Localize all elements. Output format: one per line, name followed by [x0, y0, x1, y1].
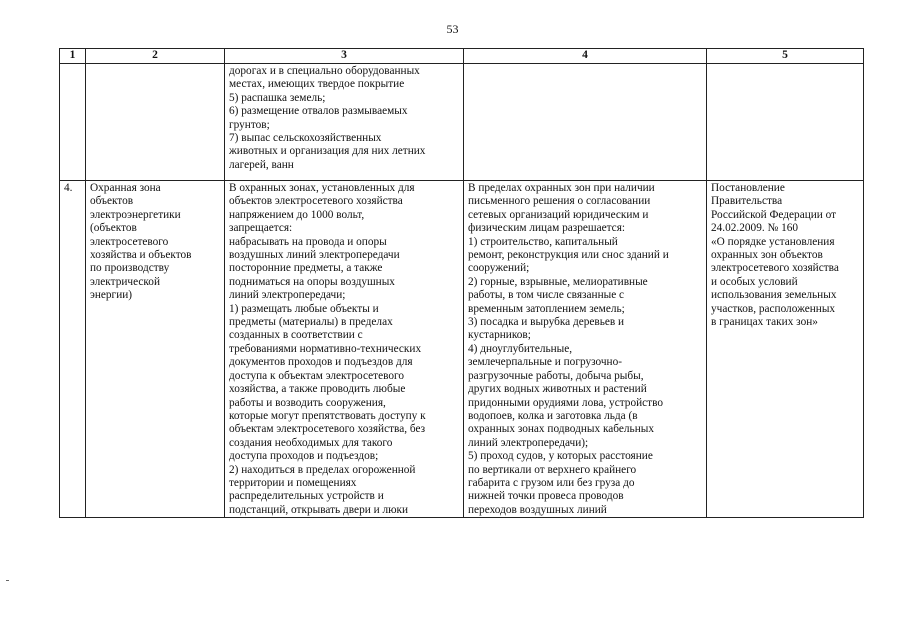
text-line: животных и организация для них летних: [229, 145, 426, 158]
text-line: воздушных линий электропередачи: [229, 249, 400, 262]
text-line: документов проходов и подъездов для: [229, 356, 413, 369]
text-line: Охранная зона: [90, 182, 161, 194]
table-header-row: [60, 49, 864, 64]
regulation-table: [59, 48, 864, 518]
text-line: создания необходимых для такого: [229, 436, 393, 449]
text-line: 24.02.2009. № 160: [711, 222, 799, 235]
text-line: набрасывать на провода и опоры: [229, 235, 387, 248]
text-line: работы и возводить сооружения,: [229, 396, 386, 409]
text-line: подниматься на опоры воздушных: [229, 275, 395, 288]
header-cell-1: 1: [60, 49, 86, 64]
header-cell-4: 4: [464, 49, 707, 64]
cell-legal-basis: [707, 181, 864, 518]
text-line: участков, расположенных: [711, 302, 836, 315]
text-line: разгрузочные работы, добыча рыбы,: [468, 369, 644, 382]
text-line: землечерпальные и погрузочно-: [468, 356, 622, 369]
text-line: объектам электросетевого хозяйства, без: [229, 423, 426, 436]
cell-col5-empty: [707, 64, 864, 181]
text-line: грунтов;: [229, 118, 270, 131]
text-line: Правительства: [711, 195, 783, 208]
page-number: 53: [446, 22, 459, 36]
text-line: использования земельных: [711, 289, 837, 302]
text-line: 1) размещать любые объекты и: [229, 302, 379, 315]
text-line: посторонние предметы, а также: [229, 262, 383, 275]
cell-prohibitions-continued: [225, 64, 464, 181]
text-line: электросетевого хозяйства: [711, 262, 839, 275]
text-line: 6) размещение отвалов размываемых: [229, 105, 408, 118]
header-cell-2: 2: [86, 49, 225, 64]
text-line: хозяйства, а также проводить любые: [229, 383, 406, 396]
text-line: энергии): [90, 289, 133, 302]
text-line: 4) дноуглубительные,: [468, 342, 573, 355]
cell-permissions: [464, 181, 707, 518]
scan-mark: [6, 580, 9, 581]
text-line: 5) проход судов, у которых расстояние: [468, 450, 653, 463]
text-line: 5) распашка земель;: [229, 91, 326, 104]
text-line: предметы (материалы) в пределах: [229, 316, 393, 329]
text-line: территории и помещениях: [229, 476, 357, 489]
text-line: доступа проходов и подъездов;: [229, 450, 379, 463]
text-line: требованиями нормативно-технических: [229, 342, 422, 355]
text-line: 2) горные, взрывные, мелиоративные: [468, 275, 648, 288]
text-line: ремонт, реконструкция или снос зданий и: [468, 249, 669, 262]
text-line: линий электропередачи);: [468, 436, 589, 449]
header-cell-3: 3: [225, 49, 464, 64]
text-line: и особых условий: [711, 275, 798, 288]
text-line: линий электропередачи;: [229, 289, 346, 302]
text-line: лагерей, ванн: [229, 158, 294, 171]
text-line: кустарников;: [468, 329, 531, 342]
text-line: придонными орудиями лова, устройство: [468, 396, 663, 409]
text-line: по вертикали от верхнего крайнего: [468, 463, 637, 476]
cell-col4-empty: [464, 64, 707, 181]
text-line: переходов воздушных линий: [468, 503, 607, 516]
header-cell-5: 5: [707, 49, 864, 64]
text-line: по производству: [90, 262, 170, 275]
text-line: объектов электросетевого хозяйства: [229, 195, 403, 208]
text-line: в границах таких зон»: [711, 316, 818, 329]
text-line: подстанций, открывать двери и люки: [229, 503, 409, 516]
cell-col2-empty: [86, 64, 225, 181]
row-number: 4.: [60, 181, 86, 518]
text-line: хозяйства и объектов: [90, 249, 192, 262]
text-line: нижней точки провеса проводов: [468, 490, 624, 503]
text-line: распределительных устройств и: [229, 490, 384, 503]
text-line: местах, имеющих твердое покрытие: [229, 78, 405, 91]
text-line: сооружений;: [468, 262, 530, 275]
text-line: габарита с грузом или без груза до: [468, 476, 635, 489]
text-line: охранных зонах подводных кабельных: [468, 423, 654, 436]
text-line: письменного решения о согласовании: [468, 195, 651, 208]
text-line: 2) находиться в пределах огороженной: [229, 463, 416, 476]
cell-num-empty: [60, 64, 86, 181]
cell-prohibitions: [225, 181, 464, 518]
text-line: доступа к объектам электросетевого: [229, 369, 405, 382]
text-line: физическим лицам разрешается:: [468, 222, 626, 235]
text-line: 1) строительство, капитальный: [468, 235, 618, 248]
text-line: 3) посадка и вырубка деревьев и: [468, 316, 625, 329]
text-line: охранных зон объектов: [711, 249, 823, 262]
text-line: которые могут препятствовать доступу к: [229, 409, 426, 422]
table-row-4: [60, 181, 864, 518]
text-line: сетевых организаций юридическим и: [468, 208, 649, 221]
text-line: Постановление: [711, 182, 785, 194]
text-line: объектов: [90, 195, 134, 208]
text-line: Российской Федерации от: [711, 208, 837, 221]
text-line: других водных животных и растений: [468, 383, 647, 396]
text-line: запрещается:: [229, 222, 293, 235]
text-line: напряжением до 1000 вольт,: [229, 208, 365, 221]
text-line: (объектов: [90, 222, 137, 235]
text-line: созданных в соответствии с: [229, 329, 363, 342]
text-line: 7) выпас сельскохозяйственных: [229, 132, 382, 145]
text-line: В охранных зонах, установленных для: [229, 182, 415, 194]
text-line: В пределах охранных зон при наличии: [468, 182, 655, 194]
text-line: «О порядке установления: [711, 235, 835, 248]
text-line: электроэнергетики: [90, 208, 181, 221]
cell-zone-name: [86, 181, 225, 518]
text-line: водопоев, колка и заготовка льда (в: [468, 409, 638, 422]
text-line: работы, в том числе связанные с: [468, 289, 625, 302]
text-line: электрической: [90, 275, 161, 288]
table-row-continuation: [60, 64, 864, 181]
text-line: дорогах и в специально оборудованных: [229, 65, 420, 77]
text-line: электросетевого: [90, 235, 169, 248]
text-line: временным затоплением земель;: [468, 302, 625, 315]
